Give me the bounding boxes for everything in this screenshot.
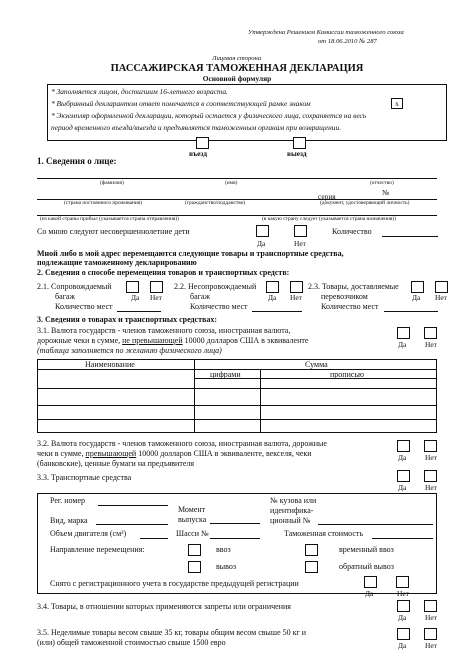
- s31-yes-label: Да: [398, 340, 407, 349]
- table-row[interactable]: [40, 392, 190, 402]
- chassis-line[interactable]: [210, 538, 260, 539]
- temp-import-label: временный ввоз: [339, 545, 394, 554]
- unaccompanied-no-checkbox[interactable]: [290, 281, 303, 293]
- s33-label: 3.3. Транспортные средства: [37, 473, 132, 482]
- entry-checkbox[interactable]: [196, 137, 209, 149]
- moment-line[interactable]: [210, 523, 260, 524]
- s35-yes-checkbox[interactable]: [397, 628, 410, 640]
- number-sign: №: [382, 188, 390, 197]
- reg-number-line[interactable]: [98, 505, 168, 506]
- goods-intro-line-2: подлежащие таможенному декларированию: [37, 258, 197, 267]
- body-number-line[interactable]: [318, 524, 433, 525]
- table-head-words: прописью: [330, 370, 365, 379]
- s31-no-checkbox[interactable]: [424, 327, 437, 339]
- engine-label: Объем двигателя (см³): [50, 529, 127, 538]
- accompanied-label-a: 2.1. Сопровождаемый: [37, 282, 112, 291]
- body-number-label-c: ционный №: [270, 516, 311, 525]
- direction-label: Направление перемещения:: [50, 545, 145, 554]
- exit-checkbox[interactable]: [293, 137, 306, 149]
- exit-label: выезд: [287, 149, 307, 158]
- table-row-3-divider: [37, 419, 437, 420]
- children-quantity-line[interactable]: [382, 236, 438, 237]
- s33-no-checkbox[interactable]: [424, 470, 437, 482]
- arrival-caption: (из какой страны прибыл (указывается страна отправления)): [40, 216, 179, 222]
- s31-no-label: Нет: [425, 340, 437, 349]
- deregistered-yes-label: Да: [365, 589, 374, 598]
- surname-caption: (фамилия): [100, 180, 124, 186]
- goods-intro-line-1: Мной либо в мой адрес перемещаются следующие товары и транспортные средства,: [37, 249, 344, 258]
- s33-yes-label: Да: [398, 483, 407, 492]
- deregistered-label: Снято с регистрационного учета в государстве предыдущей регистрации: [50, 579, 299, 588]
- carrier-label-b: перевозчиком: [321, 292, 368, 301]
- s34-label: 3.4. Товары, в отношении которых применяются запреты или ограничения: [37, 602, 291, 611]
- carrier-places-label: Количество мест: [321, 302, 379, 311]
- carrier-yes-checkbox[interactable]: [411, 281, 424, 293]
- s32-line-a: 3.2. Валюта государств - членов таможенного союза, иностранная валюта, дорожные: [37, 439, 327, 448]
- section3-title: 3. Сведения о товарах и транспортных средствах:: [37, 315, 218, 324]
- table-col-divider-2: [260, 369, 261, 433]
- re-export-checkbox[interactable]: [305, 561, 318, 573]
- s34-yes-checkbox[interactable]: [397, 600, 410, 612]
- residence-caption: (страна постоянного проживания): [64, 200, 143, 206]
- export-checkbox[interactable]: [188, 561, 201, 573]
- re-export-label: обратный вывоз: [339, 562, 394, 571]
- approval-line-1: Утверждена Решением Комиссии таможенного союза: [248, 29, 404, 36]
- citizenship-caption: (гражданство/подданство): [185, 200, 246, 206]
- body-number-label-a: № кузова или: [270, 496, 317, 505]
- name-caption: (имя): [225, 180, 238, 186]
- s35-yes-label: Да: [398, 641, 407, 650]
- import-label: ввоз: [216, 545, 231, 554]
- s34-no-label: Нет: [425, 613, 437, 622]
- unaccompanied-label-b: багаж: [190, 292, 210, 301]
- deregistered-yes-checkbox[interactable]: [364, 576, 377, 588]
- name-line[interactable]: [37, 178, 437, 179]
- table-col-divider-1: [194, 359, 195, 433]
- note-copy-b: период временного въезда/выезда и предъявляется таможенным органам при возвращении.: [51, 123, 342, 132]
- s35-line-b: (или) общей таможенной стоимостью свыше 1500 евро: [37, 638, 226, 647]
- children-label: Со мною следуют несовершеннолетние дети: [37, 227, 190, 236]
- table-head-digits: цифрами: [210, 370, 241, 379]
- s32-no-label: Нет: [425, 453, 437, 462]
- s31-line-a: 3.1. Валюта государств - членов таможенного союза, иностранная валюта,: [37, 326, 291, 335]
- children-quantity-label: Количество: [332, 227, 372, 236]
- table-row-1-divider: [37, 388, 437, 389]
- page-title: ПАССАЖИРСКАЯ ТАМОЖЕННАЯ ДЕКЛАРАЦИЯ: [110, 63, 364, 74]
- unaccompanied-places-label: Количество мест: [190, 302, 248, 311]
- section1-title: 1. Сведения о лице:: [37, 156, 117, 166]
- carrier-label-a: 2.3. Товары, доставляемые: [308, 282, 399, 291]
- accompanied-no-checkbox[interactable]: [150, 281, 163, 293]
- accompanied-yes-checkbox[interactable]: [126, 281, 139, 293]
- unaccompanied-yes-label: Да: [268, 293, 277, 302]
- note-copy-a: * Экземпляр оформленной декларации, который остается у физического лица, сохраняется на весь: [51, 111, 367, 120]
- unaccompanied-label-a: 2.2. Несопровождаемый: [174, 282, 257, 291]
- s33-no-label: Нет: [425, 483, 437, 492]
- unaccompanied-places-line[interactable]: [252, 311, 302, 312]
- chassis-label: Шасси №: [176, 529, 209, 538]
- children-no-checkbox[interactable]: [294, 225, 307, 237]
- carrier-no-label: Нет: [435, 293, 447, 302]
- moment-label-b: выпуска: [178, 515, 207, 524]
- engine-line[interactable]: [140, 538, 168, 539]
- s32-yes-checkbox[interactable]: [397, 440, 410, 452]
- patronymic-caption: (отчество): [370, 180, 394, 186]
- s35-no-checkbox[interactable]: [424, 628, 437, 640]
- s32-line-c: (банковские), ценные бумаги на предъявителя: [37, 459, 195, 468]
- customs-value-label: Таможенная стоимость: [284, 529, 364, 538]
- s35-no-label: Нет: [425, 641, 437, 650]
- accompanied-yes-label: Да: [131, 293, 140, 302]
- deregistered-no-label: Нет: [397, 589, 409, 598]
- body-number-label-b: идентифика-: [270, 506, 314, 515]
- s34-yes-label: Да: [398, 613, 407, 622]
- series-label: серия: [318, 192, 336, 201]
- temp-import-checkbox[interactable]: [305, 544, 318, 556]
- accompanied-label-b: багаж: [55, 292, 75, 301]
- table-row-2-divider: [37, 405, 437, 406]
- table-row[interactable]: [40, 408, 190, 418]
- make-line[interactable]: [96, 524, 168, 525]
- reg-number-label: Рег. номер: [50, 496, 86, 505]
- s31-line-b: дорожные чеки в сумме, не превышающей 10000 долларов США в эквиваленте: [37, 336, 309, 345]
- s35-line-a: 3.5. Неделимые товары весом свыше 35 кг, товары общим весом свыше 50 кг и: [37, 628, 307, 637]
- accompanied-places-line[interactable]: [117, 311, 161, 312]
- id-doc-caption: (документ, удостоверяющий личность): [320, 200, 410, 206]
- entry-label: въезд: [189, 149, 207, 158]
- carrier-no-checkbox[interactable]: [435, 281, 448, 293]
- side-label: Лицевая сторона: [212, 55, 262, 62]
- table-head-sum: Сумма: [305, 360, 328, 369]
- export-label: вывоз: [216, 562, 237, 571]
- accompanied-places-label: Количество мест: [55, 302, 113, 311]
- departure-caption: (в какую страну следует (указывается страна назначения)): [262, 216, 396, 222]
- s31-line-c: (таблица заполняется по желанию физического лица): [37, 346, 222, 355]
- table-row[interactable]: [40, 422, 190, 432]
- carrier-places-line[interactable]: [384, 311, 438, 312]
- accompanied-no-label: Нет: [150, 293, 162, 302]
- make-label: Вид, марка: [50, 516, 88, 525]
- s32-no-checkbox[interactable]: [424, 440, 437, 452]
- s34-no-checkbox[interactable]: [424, 600, 437, 612]
- moment-label-a: Момент: [178, 505, 206, 514]
- table-head-name: Наименование: [85, 360, 135, 369]
- deregistered-no-checkbox[interactable]: [396, 576, 409, 588]
- unaccompanied-yes-checkbox[interactable]: [266, 281, 279, 293]
- s32-line-b: чеки в сумме, превышающей 10000 долларов США в эквиваленте, векселя, чеки: [37, 449, 312, 458]
- customs-value-line[interactable]: [372, 538, 433, 539]
- s32-yes-label: Да: [398, 453, 407, 462]
- note-age: * Заполняется лицом, достигшим 16-летнего возраста.: [51, 87, 228, 96]
- s33-yes-checkbox[interactable]: [397, 470, 410, 482]
- mark-example-box: х: [391, 98, 403, 109]
- unaccompanied-no-label: Нет: [290, 293, 302, 302]
- note-mark: * Выбранный декларантом ответ помечается в соответствующей рамке знаком: [51, 99, 311, 108]
- carrier-yes-label: Да: [412, 293, 421, 302]
- approval-line-2: от 18.06.2010 № 287: [318, 38, 377, 45]
- children-yes-label: Да: [257, 239, 266, 248]
- import-checkbox[interactable]: [188, 544, 201, 556]
- children-no-label: Нет: [294, 239, 306, 248]
- children-yes-checkbox[interactable]: [256, 225, 269, 237]
- section2-title: 2. Сведения о способе перемещения товаров и транспортных средств:: [37, 268, 290, 277]
- s31-yes-checkbox[interactable]: [397, 327, 410, 339]
- page-subtitle: Основной формуляр: [202, 74, 272, 83]
